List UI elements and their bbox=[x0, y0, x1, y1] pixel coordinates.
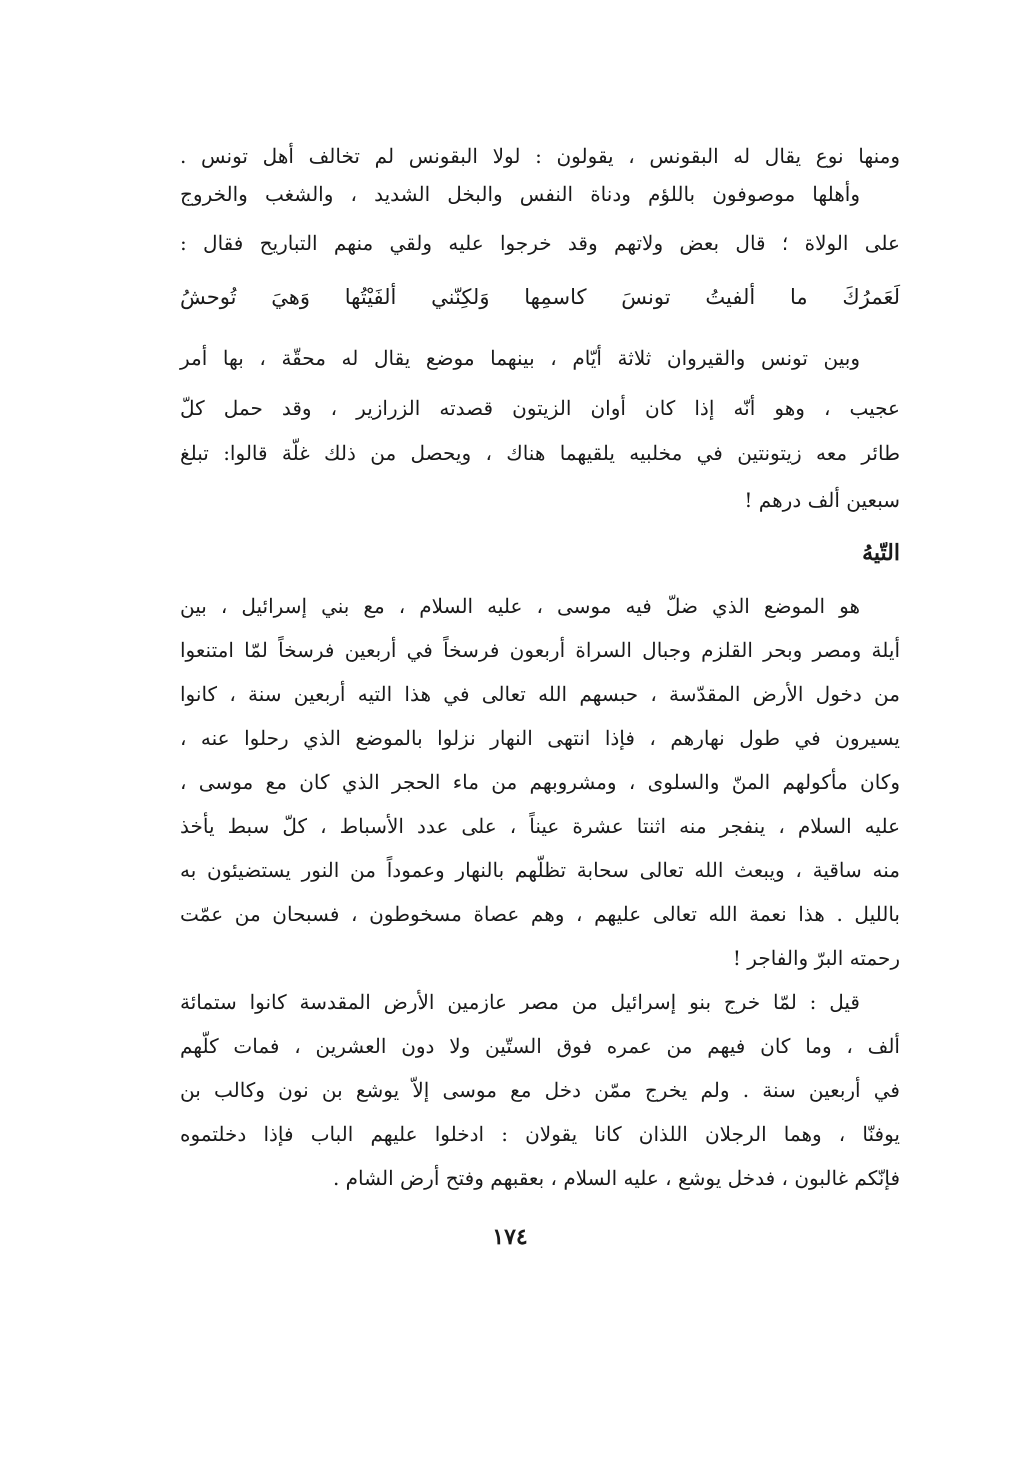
text-line-16: منه ساقية ، ويبعث الله تعالى سحابة تظلّهم بالنهار وعموداً من النور يستضيئون به bbox=[180, 858, 900, 882]
text-line-2: وأهلها موصوفون باللؤم ودناة النفس والبخل الشديد ، والشغب والخروج bbox=[180, 182, 860, 206]
poem-verse: لَعَمرُكَ ما ألفيتُ تونسَ كاسمِها وَلكِنّني ألفَيْتُها وَهيَ تُوحشُ bbox=[180, 285, 900, 309]
text-line-7: طائر معه زيتونتين في مخلبيه يلقيهما هناك ، ويحصل من ذلك غلّة قالوا: تبلغ bbox=[180, 441, 900, 465]
text-line-1: ومنها نوع يقال له البقونس ، يقولون : لولا البقونس لم تخالف أهل تونس . bbox=[180, 144, 900, 168]
text-line-11: أيلة ومصر وبحر القلزم وجبال السراة أربعون فرسخاً في أربعين فرسخاً لمّا امتنعوا bbox=[180, 638, 900, 662]
text-line-13: يسيرون في طول نهارهم ، فإذا انتهى النهار نزلوا بالموضع الذي رحلوا عنه ، bbox=[180, 726, 900, 750]
text-line-5: وبين تونس والقيروان ثلاثة أيّام ، بينهما موضع يقال له محقّة ، بها أمر bbox=[180, 346, 860, 370]
text-line-6: عجيب ، وهو أنّه إذا كان أوان الزيتون قصدته الزرازير ، وقد حمل كلّ bbox=[180, 396, 900, 420]
text-line-12: من دخول الأرض المقدّسة ، حبسهم الله تعالى في هذا التيه أربعين سنة ، كانوا bbox=[180, 682, 900, 706]
text-line-8: سبعين ألف درهم ! bbox=[744, 488, 900, 512]
text-line-19: قيل : لمّا خرج بنو إسرائيل من مصر عازمين الأرض المقدسة كانوا ستمائة bbox=[180, 990, 860, 1014]
text-line-15: عليه السلام ، ينفجر منه اثنتا عشرة عيناً ، على عدد الأسباط ، كلّ سبط يأخذ bbox=[180, 814, 900, 838]
text-line-14: وكان مأكولهم المنّ والسلوى ، ومشروبهم من ماء الحجر الذي كان مع موسى ، bbox=[180, 770, 900, 794]
text-line-3: على الولاة ؛ قال بعض ولاتهم وقد خرجوا عليه ولقي منهم التباريح فقال : bbox=[180, 231, 900, 255]
text-line-17: بالليل . هذا نعمة الله تعالى عليهم ، وهم عصاة مسخوطون ، فسبحان من عمّت bbox=[180, 902, 900, 926]
text-line-20: ألف ، وما كان فيهم من عمره فوق الستّين ولا دون العشرين ، فمات كلّهم bbox=[180, 1034, 900, 1058]
text-line-18: رحمته البرّ والفاجر ! bbox=[732, 946, 900, 970]
text-line-10: هو الموضع الذي ضلّ فيه موسى ، عليه السلام ، مع بني إسرائيل ، بين bbox=[180, 594, 860, 618]
section-heading: التّيهُ bbox=[862, 540, 900, 566]
page-number: ١٧٤ bbox=[492, 1224, 528, 1250]
text-line-23: فإنّكم غالبون ، فدخل يوشع ، عليه السلام ، بعقبهم وفتح أرض الشام . bbox=[332, 1166, 900, 1190]
text-line-22: يوفنّا ، وهما الرجلان اللذان كانا يقولان : ادخلوا عليهم الباب فإذا دخلتموه bbox=[180, 1122, 900, 1146]
text-line-21: في أربعين سنة . ولم يخرج ممّن دخل مع موسى إلاّ يوشع بن نون وكالب بن bbox=[180, 1078, 900, 1102]
